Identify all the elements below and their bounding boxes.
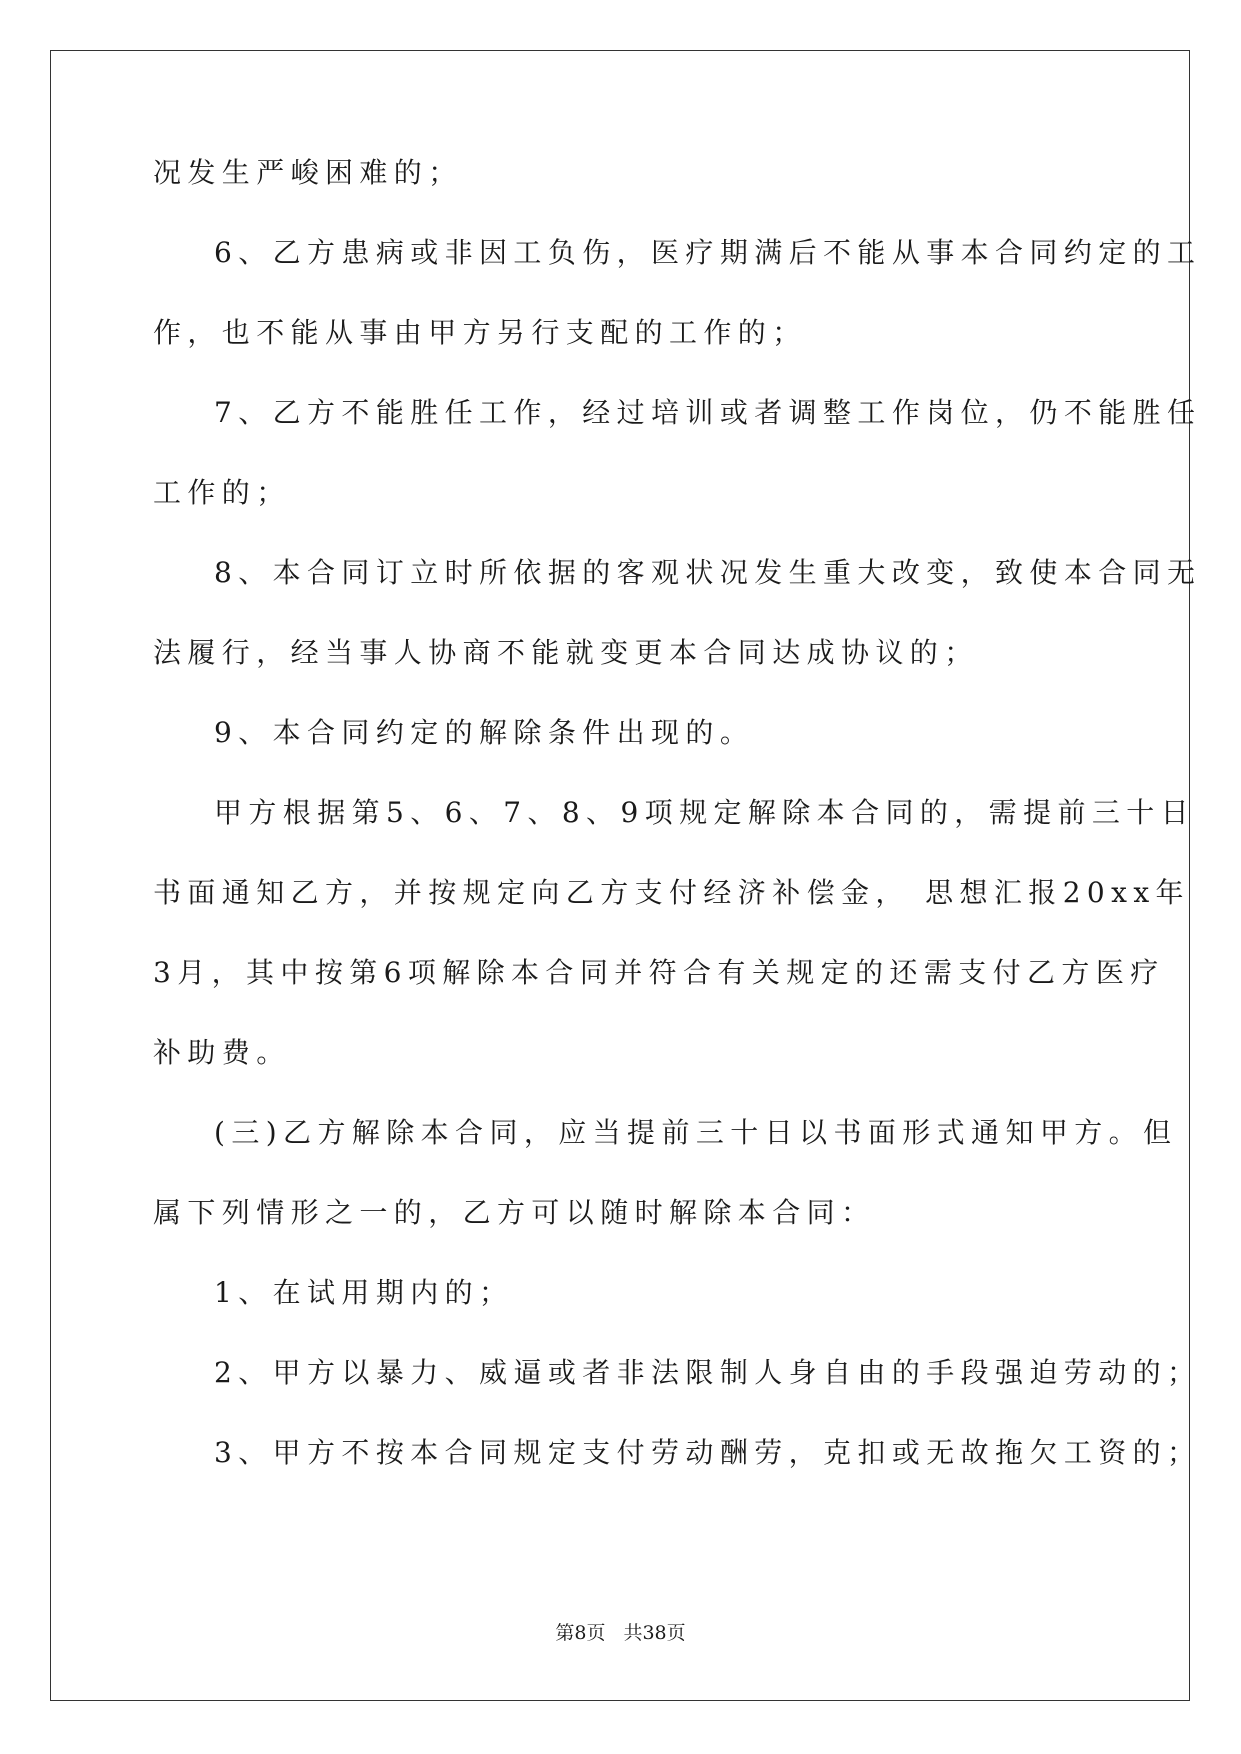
text-line: 3、甲方不按本合同规定支付劳动酬劳，克扣或无故拖欠工资的； — [214, 1436, 1202, 1469]
text-line: 作，也不能从事由甲方另行支配的工作的； — [153, 316, 807, 349]
page-total: 共38页 — [623, 1622, 686, 1644]
text-line: 补助费。 — [153, 1036, 291, 1069]
text-line: 7、乙方不能胜任工作，经过培训或者调整工作岗位，仍不能胜任 — [214, 396, 1202, 429]
text-line: 6、乙方患病或非因工负伤，医疗期满后不能从事本合同约定的工 — [214, 236, 1202, 269]
text-line: (三)乙方解除本合同，应当提前三十日以书面形式通知甲方。但 — [214, 1116, 1178, 1149]
text-line: 2、甲方以暴力、威逼或者非法限制人身自由的手段强迫劳动的； — [214, 1356, 1202, 1389]
text-line: 工作的； — [153, 476, 291, 509]
text-line: 法履行，经当事人协商不能就变更本合同达成协议的； — [153, 636, 979, 669]
text-line: 3月，其中按第6项解除本合同并符合有关规定的还需支付乙方医疗 — [153, 956, 1165, 989]
page-number: 第8页 — [555, 1622, 606, 1644]
text-line: 9、本合同约定的解除条件出现的。 — [214, 716, 755, 749]
text-line: 1、在试用期内的； — [214, 1276, 514, 1309]
text-line: 属下列情形之一的，乙方可以随时解除本合同： — [153, 1196, 876, 1229]
text-line: 书面通知乙方，并按规定向乙方支付经济补偿金， 思想汇报20xx年 — [153, 876, 1190, 909]
text-line: 况发生严峻困难的； — [153, 156, 463, 189]
text-line: 8、本合同订立时所依据的客观状况发生重大改变，致使本合同无 — [214, 556, 1202, 589]
page-footer — [0, 1620, 1241, 1646]
text-line: 甲方根据第5、6、7、8、9项规定解除本合同的，需提前三十日 — [214, 796, 1196, 829]
